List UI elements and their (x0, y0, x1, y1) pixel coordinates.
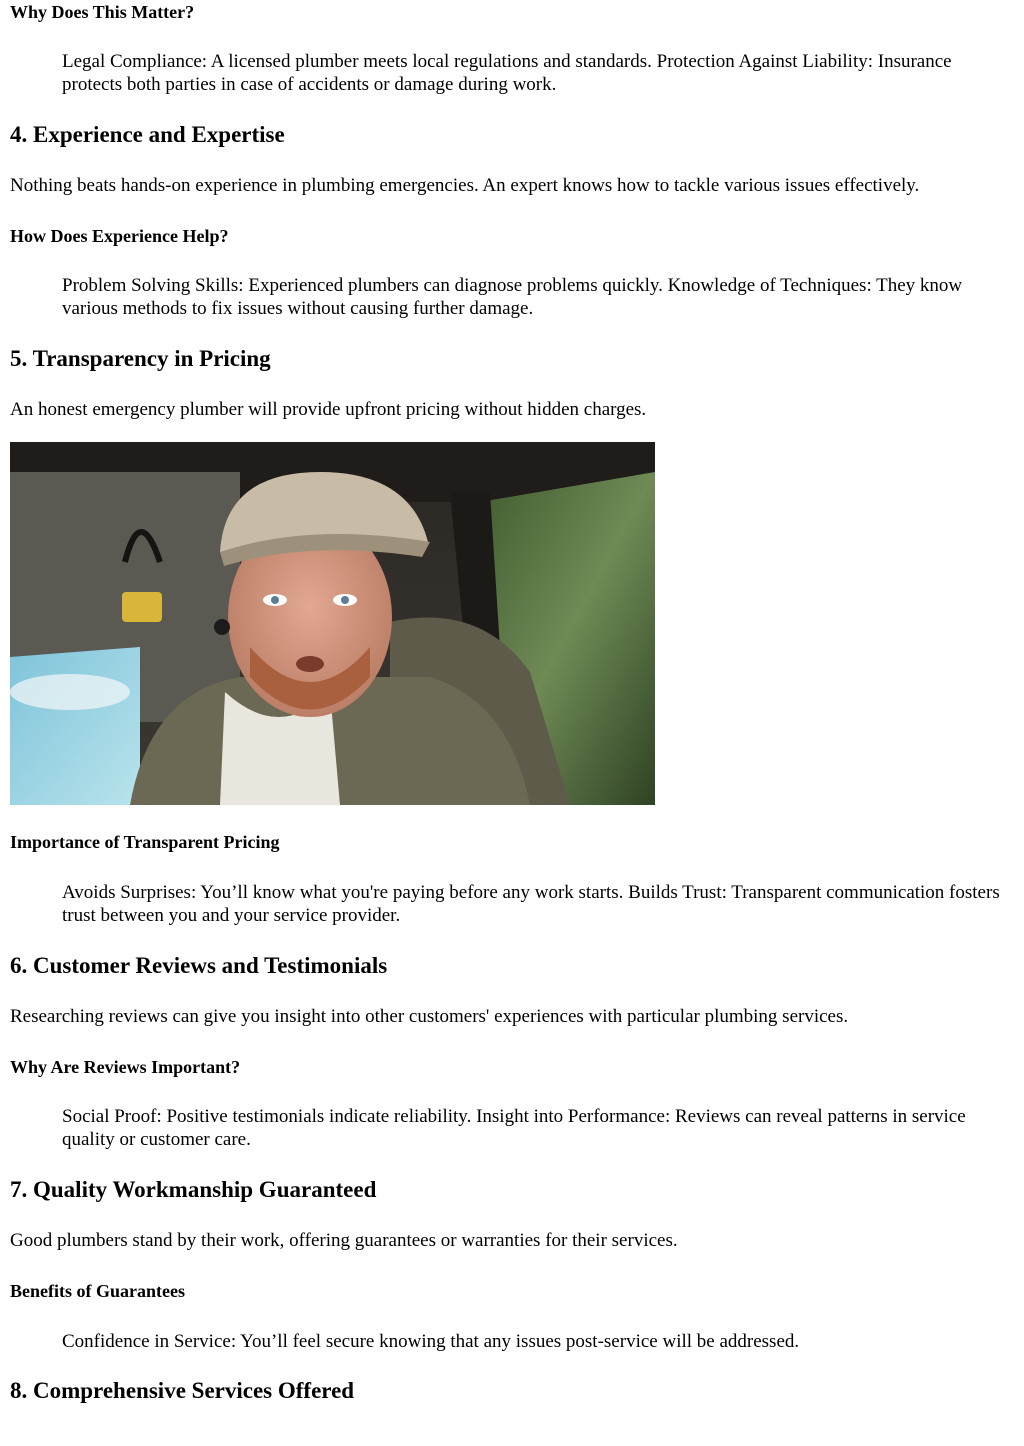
reviews-paragraph: Researching reviews can give you insight into other customers' experiences with particular plumbing services. (10, 1006, 849, 1027)
man-in-truck-image (10, 442, 655, 805)
reviews-quote: Social Proof: Positive testimonials indicate reliability. Insight into Performance: Reviews can reveal patterns in service quality or customer care. (62, 1106, 966, 1150)
reviews-subheading: Why Are Reviews Important? (10, 1057, 241, 1077)
experience-subheading: How Does Experience Help? (10, 226, 229, 246)
pricing-paragraph: An honest emergency plumber will provide upfront pricing without hidden charges. (10, 399, 647, 420)
workmanship-heading: 7. Quality Workmanship Guaranteed (10, 1177, 377, 1202)
experience-paragraph: Nothing beats hands-on experience in plumbing emergencies. An expert knows how to tackle various issues effectively. (10, 175, 920, 196)
experience-heading: 4. Experience and Expertise (10, 122, 285, 147)
pricing-heading: 5. Transparency in Pricing (10, 346, 271, 371)
services-heading: 8. Comprehensive Services Offered (10, 1378, 355, 1403)
why-matter-quote: Legal Compliance: A licensed plumber meets local regulations and standards. Protection Against Liability: Insurance protects both parties in case of accidents or damage during work. (62, 51, 952, 95)
reviews-heading: 6. Customer Reviews and Testimonials (10, 953, 388, 978)
experience-quote: Problem Solving Skills: Experienced plumbers can diagnose problems quickly. Knowledge of Techniques: They know various methods to fix issues without causing further damage. (62, 275, 963, 319)
why-matter-heading: Why Does This Matter? (10, 2, 195, 22)
plumber-video-photo (10, 442, 655, 805)
pricing-subheading: Importance of Transparent Pricing (10, 832, 280, 852)
workmanship-paragraph: Good plumbers stand by their work, offering guarantees or warranties for their services. (10, 1230, 678, 1251)
workmanship-subheading: Benefits of Guarantees (10, 1281, 185, 1301)
workmanship-quote: Confidence in Service: You’ll feel secure knowing that any issues post-service will be addressed. (62, 1331, 800, 1352)
pricing-quote: Avoids Surprises: You’ll know what you're paying before any work starts. Builds Trust: Transparent communication fosters trust between you and your service provider. (62, 882, 1000, 926)
